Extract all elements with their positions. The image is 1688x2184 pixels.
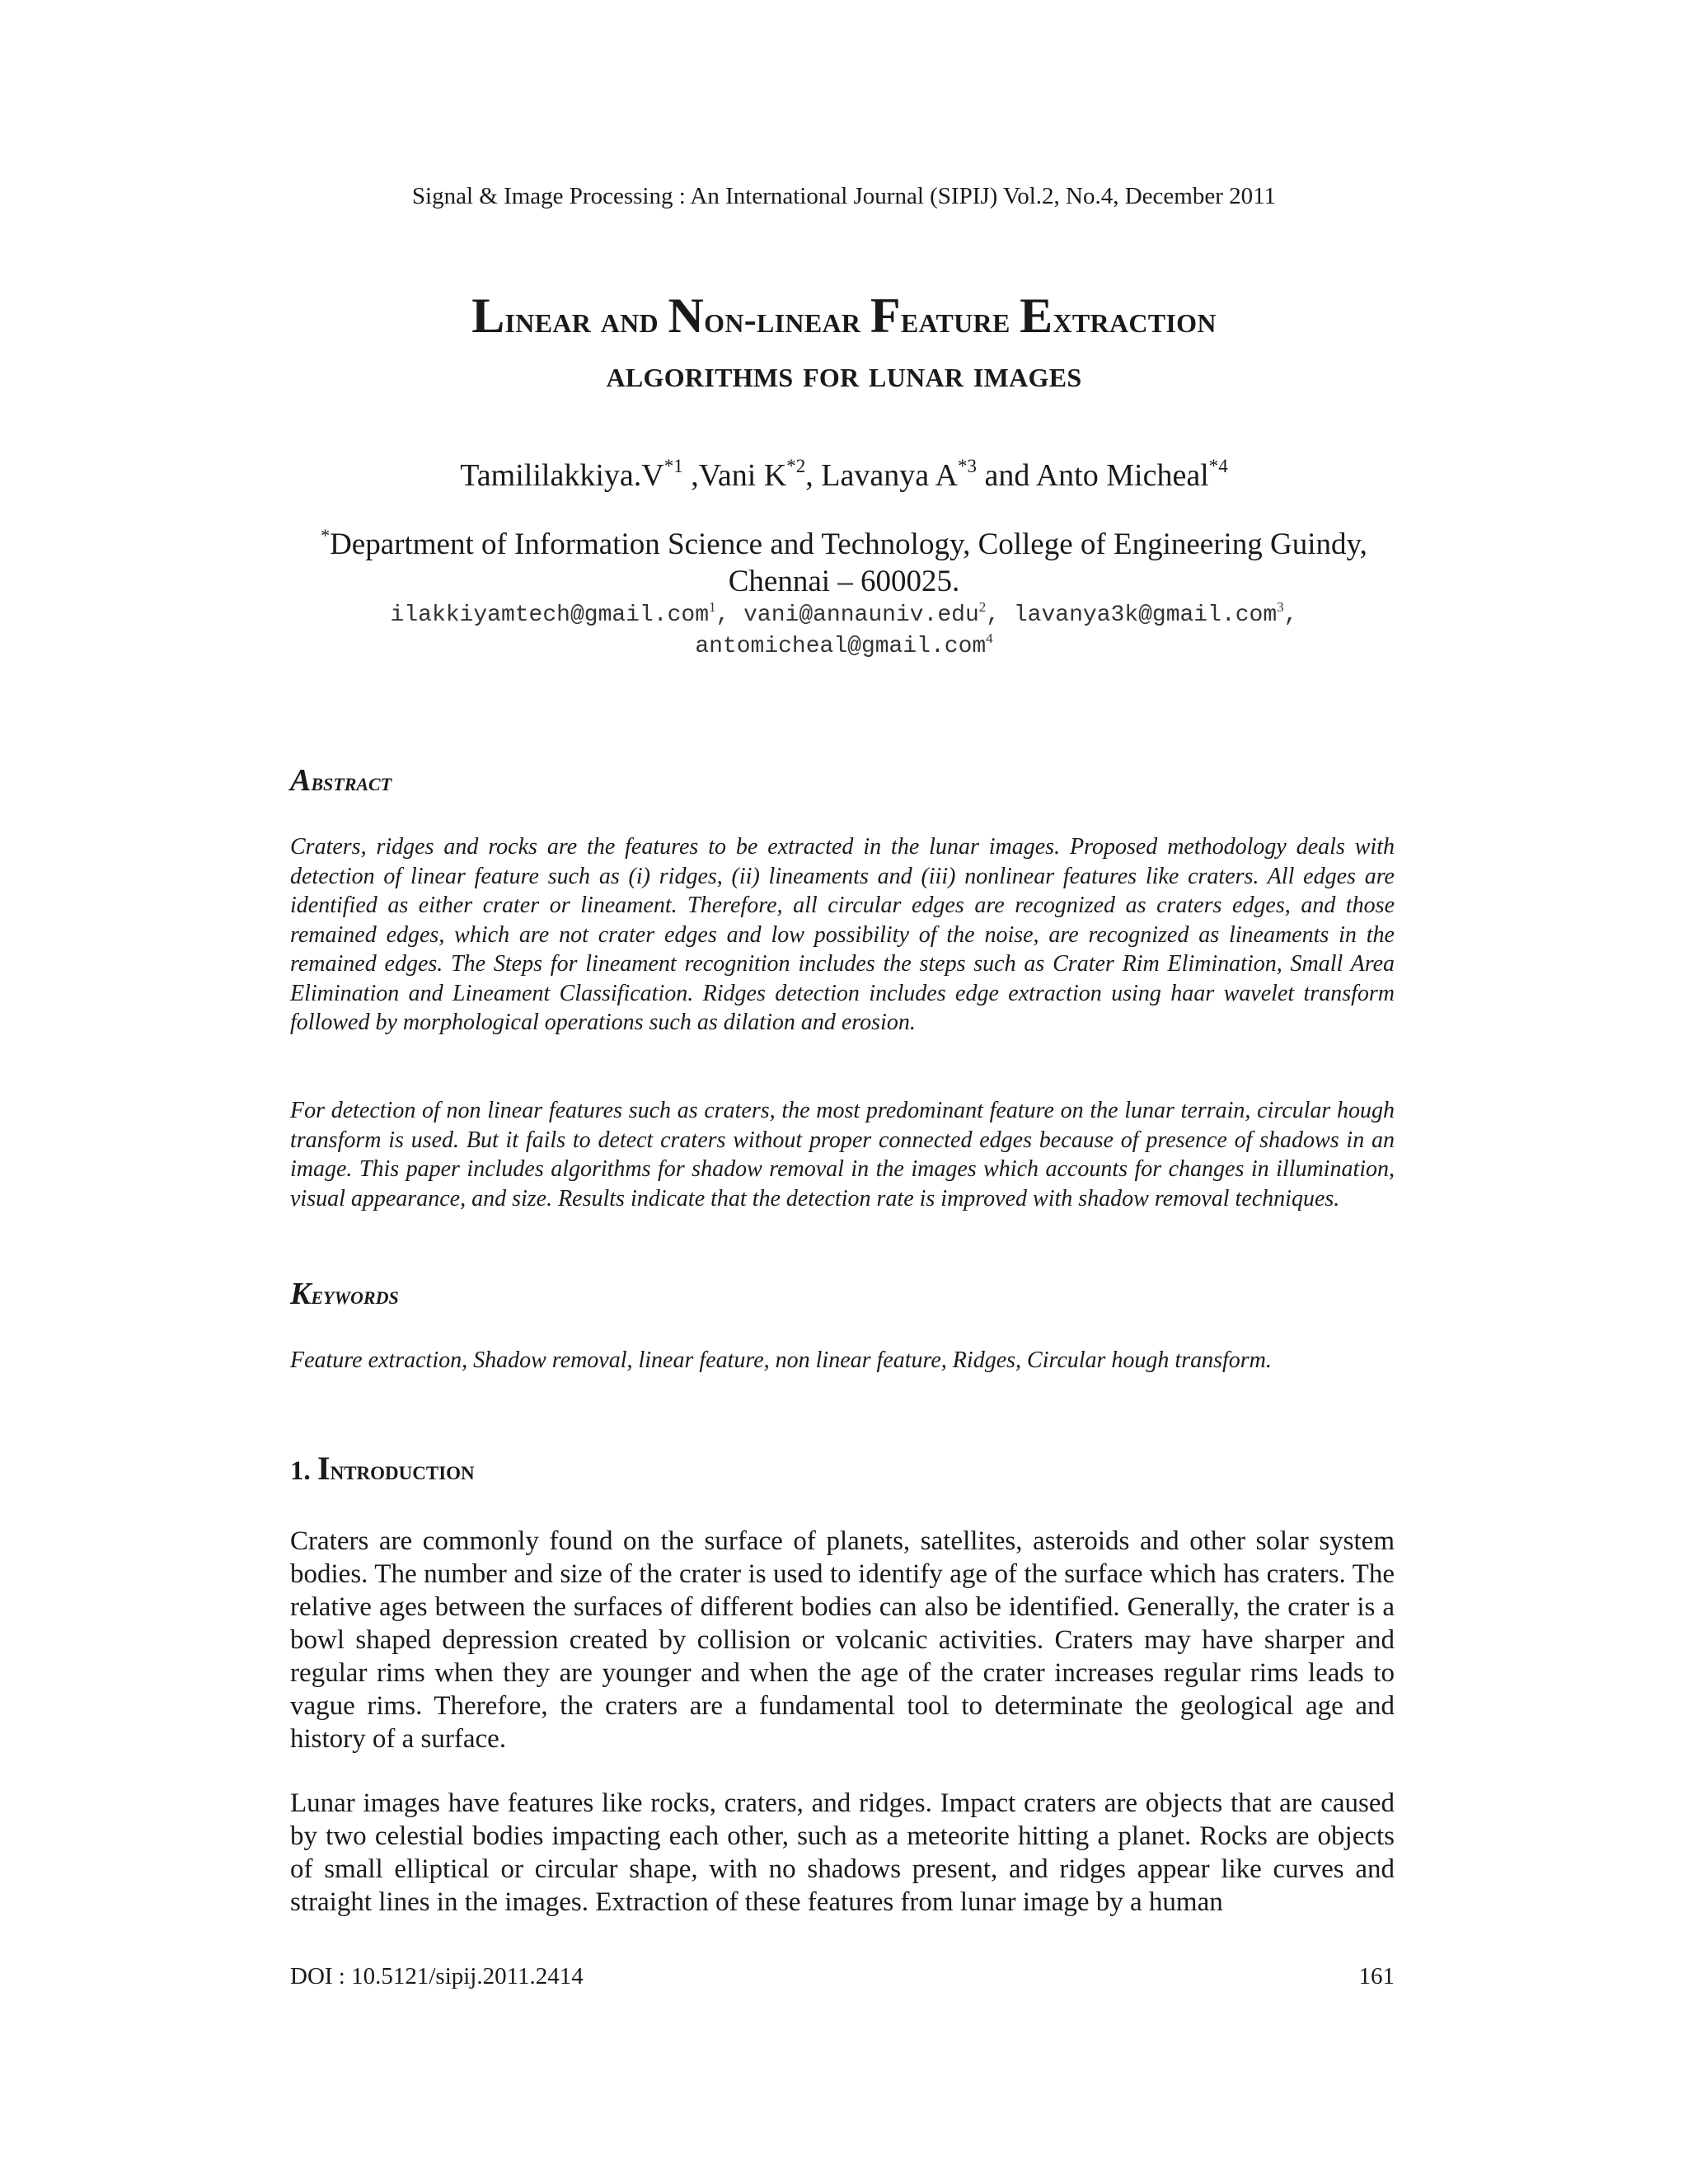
author-mark: *4 [1208, 456, 1228, 476]
abstract-paragraph: Craters, ridges and rocks are the features to be extracted in the lunar images. Proposed methodology deals with detection of linear feature such as (i) ridges, (ii) lineaments and (iii) nonlinear features like craters. All edges are identified as either crater or lineament. Therefore, all circular edges are recognized as craters edges, and those remained edges, which are not crater edges and low possibility of the noise, are recognized as lineaments in the remained edges. The Steps for lineament recognition includes the steps such as Crater Rim Elimination, Small Area Elimination and Lineament Classification. Ridges detection includes edge extraction using haar wavelet transform followed by morphological operations such as dilation and erosion. [290, 834, 1395, 1035]
author-mark: *3 [957, 456, 977, 476]
journal-header: Signal & Image Processing : An International Journal (SIPIJ) Vol.2, No.4, December 2011 [411, 183, 1277, 209]
author-name: Tamililakkiya.V [460, 458, 664, 493]
body-paragraph: Lunar images have features like rocks, craters, and ridges. Impact craters are objects that are caused by two celestial bodies impacting each other, such as a meteorite hitting a planet. Rocks are objects of small elliptical or circular shape, with no shadows present, and ridges appear like curves and straight lines in the images. Extraction of these features from lunar image by a human [290, 1788, 1395, 1917]
paper-title [0, 288, 1688, 401]
email-link[interactable]: lavanya3k@gmail.com [1013, 602, 1278, 628]
email-link[interactable]: vani@annauniv.edu [743, 602, 979, 628]
author-list: $Tamililakkiya.V^{*1}$ ,Vani $K^{*2}$, Lavanya $A^{*3}$ and Anto Micheal$^{*4}$ [460, 456, 1228, 493]
email-list: ilakkiyamtech@gmail.com$^1$, vani@annauniv.edu$^2$, lavanya3k@gmail.com$^3$, antomicheal@gmail.com$^4$ [390, 599, 1298, 659]
author-mark: *1 [663, 456, 683, 476]
email-link[interactable]: ilakkiyamtech@gmail.com [390, 602, 709, 628]
affiliation: *Department of Information Science and Technology, College of Engineering Guindy, Chennai – 600025. [321, 525, 1367, 598]
introduction-heading: 1. Introduction [290, 1450, 475, 1487]
author-mark: *2 [786, 456, 806, 476]
author-name: Lavanya A [821, 458, 958, 493]
keywords-text: Feature extraction, Shadow removal, linear feature, non linear feature, Ridges, Circular hough transform. [290, 1347, 1272, 1373]
page-number: 161 [1358, 1963, 1395, 1990]
keywords-heading: Keywords [290, 1277, 399, 1311]
author-name: Vani K [698, 458, 787, 493]
abstract-paragraph: For detection of non linear features such as craters, the most predominant feature on the lunar terrain, circular hough transform is used. But it fails to detect craters without proper connected edges because of presence of shadows in an image. This paper includes algorithms for shadow removal in the images which accounts for changes in illumination, visual appearance, and size. Results indicate that the detection rate is improved with shadow removal techniques. [290, 1098, 1395, 1212]
body-paragraph: Craters are commonly found on the surface of planets, satellites, asteroids and other solar system bodies. The number and size of the crater is used to identify age of the surface which has craters. The relative ages between the surfaces of different bodies can also be identified. Generally, the crater is a bowl shaped depression created by collision or volcanic activities. Craters may have sharper and regular rims when they are younger and when the age of the crater increases regular rims leads to vague rims. Therefore, the craters are a fundamental tool to determinate the geological age and history of a surface. [290, 1526, 1395, 1754]
title-line-1: Linear and Non-linear Feature Extraction [471, 288, 1217, 343]
abstract-heading: Abstract [290, 763, 392, 798]
email-link[interactable]: antomicheal@gmail.com [695, 634, 987, 659]
doi-footer: DOI : 10.5121/sipij.2011.2414 [290, 1963, 584, 1990]
author-name: Anto Micheal [1035, 458, 1209, 493]
title-line-2: algorithms for lunar images [606, 354, 1082, 395]
